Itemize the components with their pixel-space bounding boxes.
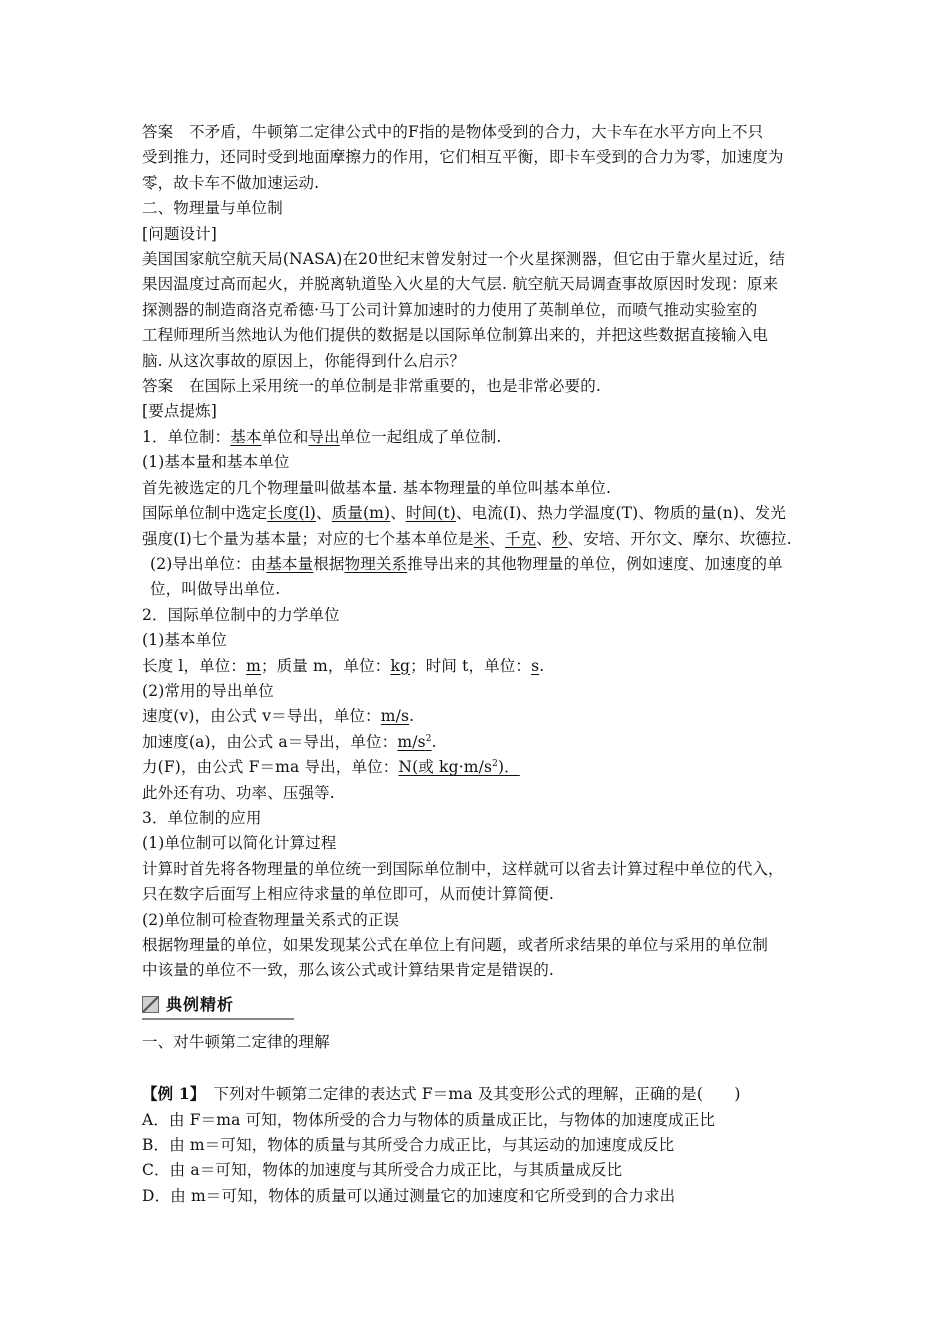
subsection-title: 一、对牛顿第二定律的理解: [142, 1032, 330, 1051]
base-units-line: [142, 654, 814, 679]
option-a: A．由 F＝ma 可知，物体所受的合力与物体的质量成正比，与物体的加速度成正比: [142, 1110, 716, 1129]
blank-answer: 米: [473, 529, 490, 548]
problem-design-label: [问题设计]: [142, 224, 217, 243]
acceleration-line: [142, 730, 814, 755]
blank-answer: kg: [390, 656, 411, 675]
blank-answer: 导出: [308, 427, 340, 446]
text: N(或 kg·m/s: [398, 758, 493, 777]
text: 速度(v)，由公式 v＝导出，单位：: [142, 707, 381, 726]
text: .: [539, 656, 545, 675]
text: 力(F)，由公式 F＝ma 导出，单位：: [142, 758, 399, 777]
section-marker-icon: [142, 996, 159, 1013]
point-2-title: 2．国际单位制中的力学单位: [142, 605, 340, 624]
point-1: [142, 425, 814, 450]
blank-answer: 基本量: [266, 554, 314, 573]
text: .: [409, 707, 415, 726]
answer-line: 受到推力，还同时受到地面摩擦力的作用，它们相互平衡，即卡车受到的合力为零，加速度为: [142, 148, 784, 167]
blank-answer: m: [246, 656, 261, 675]
subpoint-title: (2)常用的导出单位: [142, 681, 274, 700]
text: 、: [390, 504, 406, 523]
blank-answer: 时间(t): [405, 504, 456, 523]
text: (2)导出单位：由: [150, 554, 267, 573]
nasa-paragraph-line: 工程师理所当然地认为他们提供的数据是以国际单位制算出来的，并把这些数据直接输入电: [142, 326, 769, 345]
subpoint-title: (1)单位制可以简化计算过程: [142, 834, 337, 853]
paragraph-line: 首先被选定的几个物理量叫做基本量. 基本物理量的单位叫基本单位.: [142, 478, 612, 497]
text: )．: [497, 758, 520, 777]
derived-units-line: [142, 552, 814, 577]
blank-answer: 秒: [551, 529, 568, 548]
option-d: D．由 m＝可知，物体的质量可以通过测量它的加速度和它所受到的合力求出: [142, 1186, 676, 1205]
text: 长度 l，单位：: [142, 656, 247, 675]
example-text: 下列对牛顿第二定律的表达式 F＝ma 及其变形公式的理解，正确的是( ): [197, 1085, 741, 1104]
blank-answer: 质量(m): [331, 504, 391, 523]
key-points-label: [要点提炼]: [142, 402, 217, 421]
document-page: [142, 120, 814, 1209]
blank-answer: 千克: [504, 529, 537, 548]
text: 、: [316, 504, 332, 523]
paragraph-line: 中该量的单位不一致，那么该公式或计算结果肯定是错误的.: [142, 961, 554, 980]
blank-answer: m/s: [380, 707, 410, 726]
blank-answer: [397, 733, 431, 751]
paragraph-line: 只在数字后面写上相应待求量的单位即可，从而使计算简便.: [142, 885, 554, 904]
text: 单位和: [261, 427, 309, 446]
intl-units-line: [142, 501, 814, 526]
answer-line: 零，故卡车不做加速运动.: [142, 173, 320, 192]
text: m/s: [397, 732, 426, 751]
section-header-label: 典例精析: [166, 994, 235, 1014]
blank-answer: [398, 758, 519, 776]
intl-units-line: [142, 527, 814, 552]
section-title: 二、物理量与单位制: [142, 199, 283, 218]
blank-answer: 长度(l): [267, 504, 317, 523]
superscript: 2: [425, 733, 432, 744]
superscript: 2: [492, 759, 498, 769]
text: 加速度(a)，由公式 a＝导出，单位：: [142, 732, 398, 751]
answer-line: 答案 在国际上采用统一的单位制是非常重要的，也是非常必要的.: [142, 377, 601, 396]
text: 国际单位制中选定: [142, 504, 268, 523]
blank-answer: s: [531, 656, 540, 675]
answer-line: 答案 不矛盾，牛顿第二定律公式中的F指的是物体受到的合力，大卡车在水平方向上不只: [142, 123, 764, 141]
text: 单位一起组成了单位制.: [339, 427, 502, 446]
text: 推导出来的其他物理量的单位，例如速度、加速度的单: [407, 554, 783, 573]
velocity-line: [142, 704, 814, 729]
blank-answer: 基本: [230, 427, 262, 446]
text: 、: [536, 529, 552, 548]
option-c: C．由 a＝可知，物体的加速度与其所受合力成正比，与其质量成反比: [142, 1161, 623, 1180]
text: 、安培、开尔文、摩尔、坎德拉.: [567, 529, 792, 548]
example-question: [142, 1081, 814, 1107]
text: 、: [489, 529, 505, 548]
nasa-paragraph-line: 果因温度过高而起火，并脱离轨道坠入火星的大气层. 航空航天局调查事故原因时发现：原来: [142, 275, 779, 294]
nasa-paragraph-line: 探测器的制造商洛克希德·马丁公司计算加速时的力使用了英制单位，而喷气推动实验室的: [142, 300, 758, 319]
paragraph-line: 计算时首先将各物理量的单位统一到国际单位制中，这样就可以省去计算过程中单位的代入，: [142, 859, 784, 878]
section-header: [142, 988, 814, 1022]
section-underline: [142, 1018, 294, 1020]
point-3-title: 3．单位制的应用: [142, 808, 262, 827]
text: .: [431, 732, 437, 751]
paragraph-line: 此外还有功、功率、压强等.: [142, 783, 335, 802]
blank-answer: 物理关系: [344, 554, 408, 573]
paragraph-line: 位，叫做导出单位.: [150, 580, 281, 599]
nasa-paragraph-line: 美国国家航空航天局(NASA)在20世纪末曾发射过一个火星探测器，但它由于靠火星过近，结: [142, 250, 785, 269]
option-b: B．由 m＝可知，物体的质量与其所受合力成正比，与其运动的加速度成反比: [142, 1136, 675, 1155]
text: ；时间 t，单位：: [410, 656, 532, 675]
text: ；质量 m，单位：: [260, 656, 391, 675]
text: 强度(I)七个量为基本量；对应的七个基本单位是: [142, 529, 474, 548]
subpoint-title: (1)基本量和基本单位: [142, 453, 290, 472]
subpoint-title: (1)基本单位: [142, 631, 228, 650]
force-line: [142, 755, 814, 780]
text: 1．单位制：: [142, 427, 231, 446]
text: 、电流(I)、热力学温度(T)、物质的量(n)、发光: [455, 504, 787, 523]
text: 根据: [313, 554, 345, 573]
example-tag: 【例 1】: [142, 1084, 198, 1104]
nasa-paragraph-line: 脑. 从这次事故的原因上，你能得到什么启示？: [142, 351, 466, 370]
paragraph-line: 根据物理量的单位，如果发现某公式在单位上有问题，或者所求结果的单位与采用的单位制: [142, 936, 769, 954]
subpoint-title: (2)单位制可检查物理量关系式的正误: [142, 910, 400, 929]
